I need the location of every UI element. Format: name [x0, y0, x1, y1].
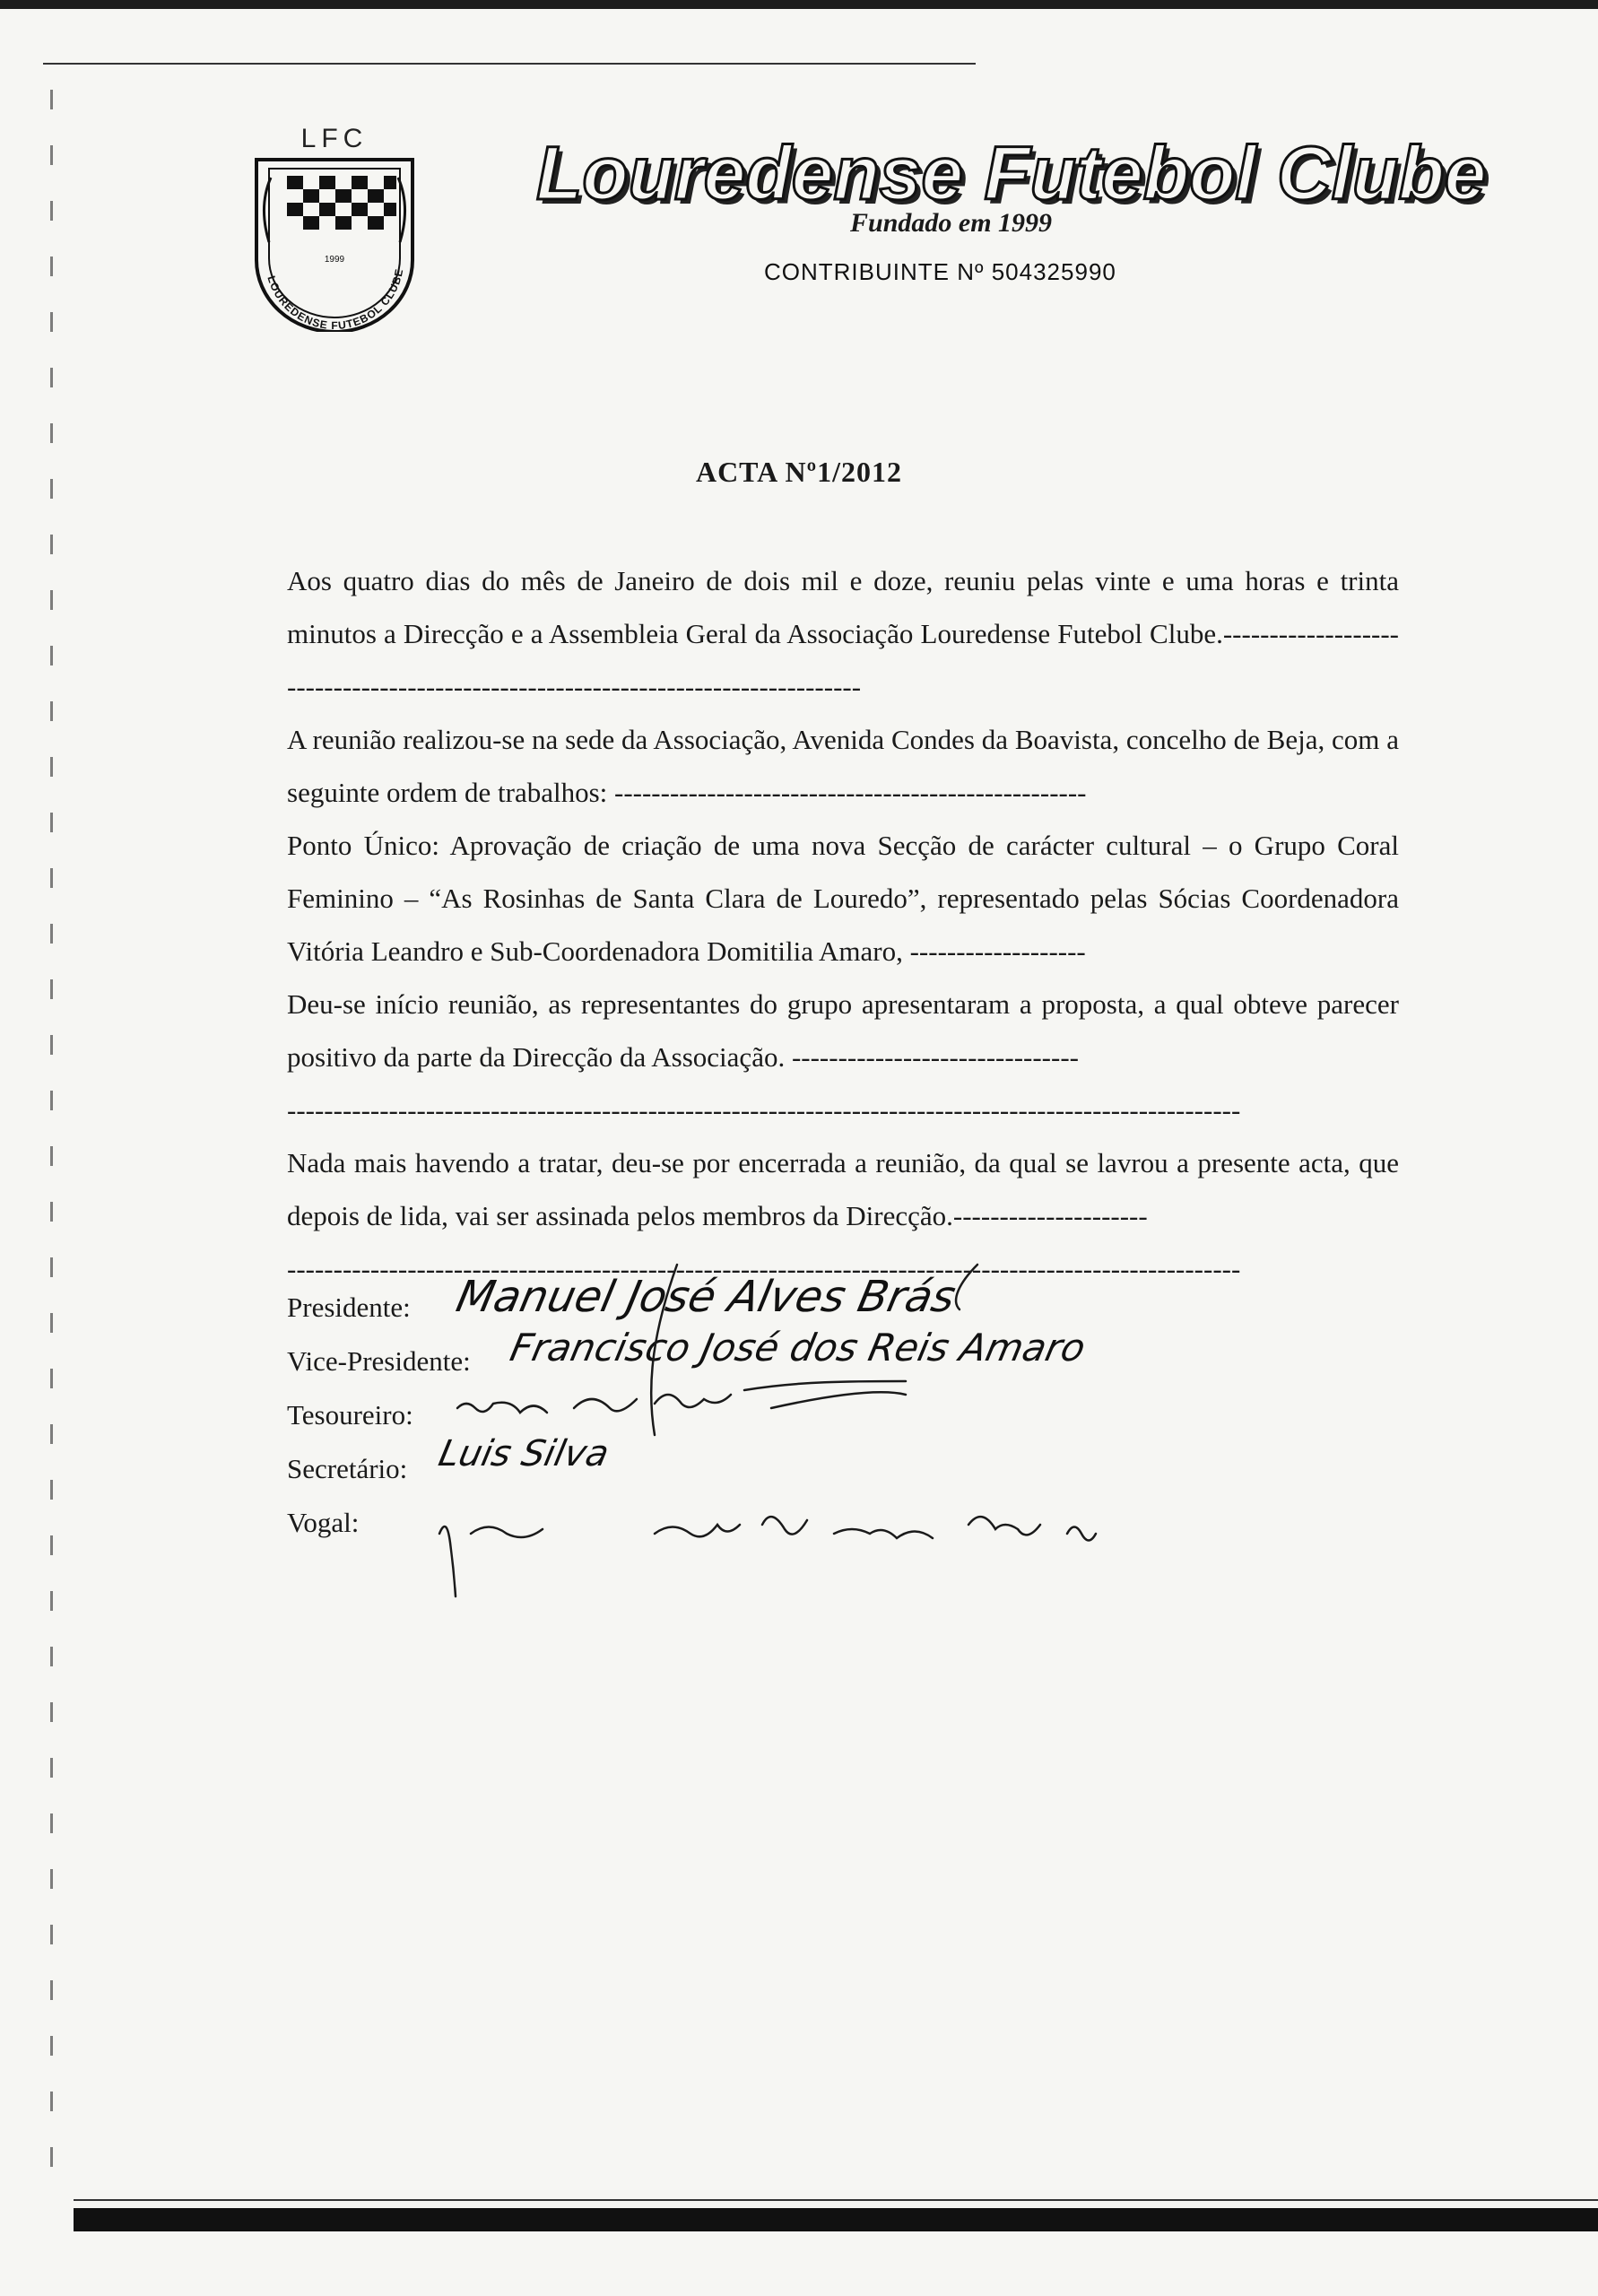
paragraph-agenda: Ponto Único: Aprovação de criação de uma nova Secção de carácter cultural – o Grupo Coral Feminino – “As Rosinhas de Santa Clara de Louredo”, representado pelas Sócias Coordenadora Vitória Leandro e Sub-Coordenadora Domitilia Amaro, ------------------- [287, 830, 1399, 967]
dash-separator: ------------------------------------------------------------------------------------------------------- [287, 1253, 1241, 1284]
scan-top-edge [0, 0, 1598, 9]
tax-id: CONTRIBUINTE Nº 504325990 [764, 258, 1116, 285]
club-crest [249, 124, 420, 339]
signature-secretary: Luis Silva [435, 1433, 612, 1474]
crest-year: 1999 [324, 255, 345, 265]
minutes-body [287, 554, 1399, 1295]
crest-shield-icon [249, 152, 420, 332]
header-rule [43, 63, 976, 65]
footer-rule [74, 2199, 1598, 2201]
paragraph-discussion: Deu-se início reunião, as representantes do grupo apresentaram a proposta, a qual obteve parecer positivo da parte da Direcção da Associação. ------------------------------- [287, 988, 1399, 1073]
signature-label: Secretário: [287, 1453, 408, 1484]
paragraph-location: A reunião realizou-se na sede da Associação, Avenida Condes da Boavista, concelho de Beja, com a seguinte ordem de trabalhos: --------------------------------------------------- [287, 724, 1399, 808]
signature-label: Presidente: [287, 1292, 411, 1323]
club-name-wordmark: Louredense Futebol Clube [536, 131, 1487, 215]
dash-separator: ------------------------------------------------------------------------------------------------------- [287, 1094, 1241, 1126]
signature-label: Vogal: [287, 1507, 360, 1538]
paragraph-closing: Nada mais havendo a tratar, deu-se por encerrada a reunião, da qual se lavrou a presente acta, que depois de lida, vai ser assinada pelos membros da Direcção.--------------------- [287, 1147, 1399, 1231]
signature-label: Vice-Presidente: [287, 1345, 471, 1377]
founded-year: Fundado em 1999 [850, 208, 1053, 238]
svg-text:LOUREDENSE FUTEBOL CLUBE [265, 267, 405, 332]
signature-label: Tesoureiro: [287, 1399, 413, 1431]
footer-bar [74, 2208, 1598, 2231]
minutes-title: ACTA Nº1/2012 [695, 456, 903, 488]
crest-initials: LFC [300, 124, 369, 153]
signature-president: Manuel José Alves Brás [452, 1272, 960, 1322]
binding-margin-marks [50, 90, 53, 2188]
paragraph-opening: Aos quatro dias do mês de Janeiro de dois mil e doze, reuniu pelas vinte e uma horas e trinta minutos a Direcção e a Assembleia Geral da Associação Louredense Futebol Clube.--------------------------------------------------------------------------------- [287, 565, 1399, 702]
handwritten-signatures-icon [386, 1247, 1282, 1623]
signature-vice-president: Francisco José dos Reis Amaro [506, 1326, 1090, 1370]
crest-ring-text: LOUREDENSE FUTEBOL CLUBE [265, 267, 406, 332]
